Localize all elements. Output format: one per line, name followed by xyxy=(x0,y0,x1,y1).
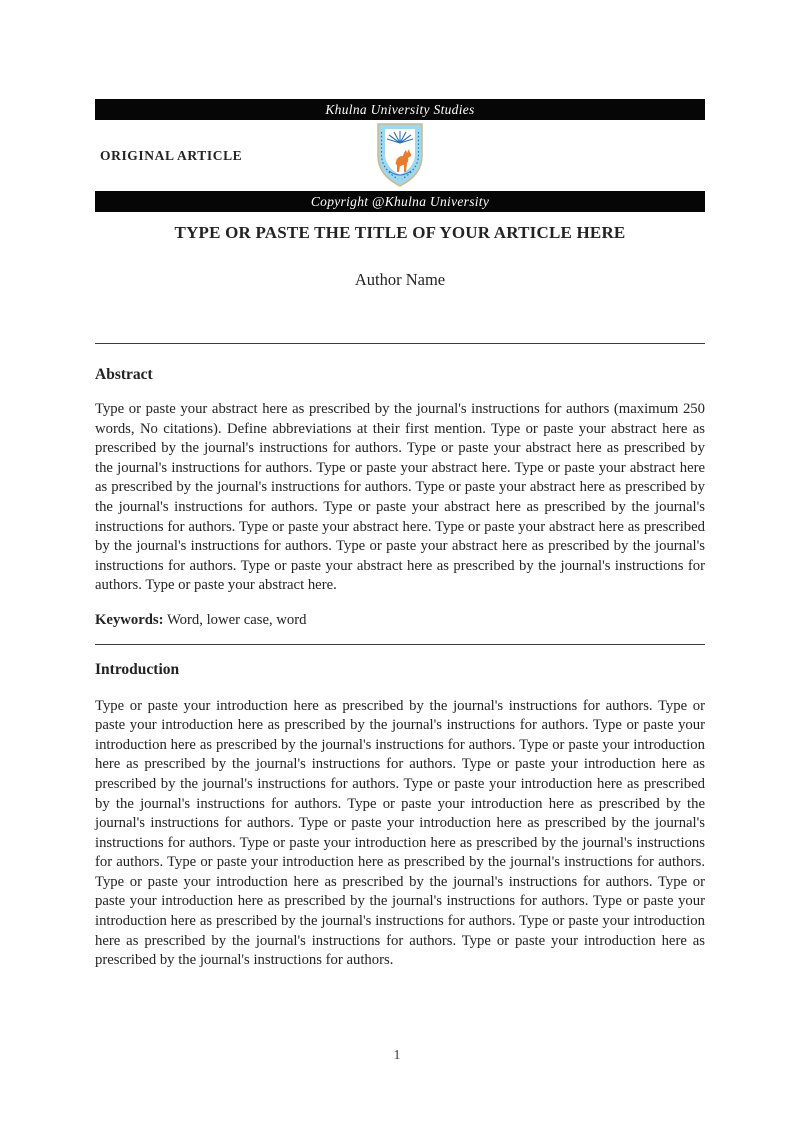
keywords-line xyxy=(95,611,705,631)
divider-above-introduction xyxy=(95,644,705,645)
copyright-banner xyxy=(95,191,705,212)
keywords-value: Word, lower case, word xyxy=(166,611,307,628)
khulna-university-logo-icon xyxy=(375,122,425,188)
keywords-label: Keywords: xyxy=(95,611,164,628)
article-type-label: ORIGINAL ARTICLE xyxy=(100,147,243,163)
introduction-heading: Introduction xyxy=(95,660,180,678)
article-title: TYPE OR PASTE THE TITLE OF YOUR ARTICLE HERE xyxy=(174,223,626,242)
author-name: Author Name xyxy=(354,270,446,289)
page-content xyxy=(95,99,705,971)
header-middle-row xyxy=(95,120,705,191)
page-number: 1 xyxy=(393,1048,401,1063)
copyright-text: Copyright @Khulna University xyxy=(310,194,490,209)
introduction-body: Type or paste your introduction here as prescribed by the journal's instructions for authors. Type or paste your introduction here as prescribed by the journal's instructions for authors. Type or paste your introduction here as prescribed by the journal's instructions for authors. Type or paste your introduction here as prescribed by the journal's instructions for authors. Type or paste your introduction here as prescribed by the journal's instructions for authors. Type or paste your introduction here as prescribed by the journal's instructions for authors. Type or paste your introduction here as prescribed by the journal's instructions for authors. Type or paste your introduction here as prescribed by the journal's instructions for authors. Type or paste your introduction here as prescribed by the journal's instructions for authors. Type or paste your introduction here as prescribed by the journal's instructions for authors. Type or paste your introduction here as prescribed by the journal's instructions for authors. Type or paste your introduction here as prescribed by the journal's instructions for authors. Type or paste your introduction here as prescribed by the journal's instructions for authors. Type or paste your introduction here as prescribed by the journal's instructions for authors. Type or paste your introduction here as prescribed by the journal's instructions for authors. xyxy=(95,697,705,969)
divider-above-abstract xyxy=(95,343,705,344)
journal-title-text: Khulna University Studies xyxy=(325,102,475,117)
journal-title-banner xyxy=(95,99,705,120)
abstract-heading: Abstract xyxy=(95,366,153,383)
abstract-body: Type or paste your abstract here as prescribed by the journal's instructions for authors (maximum 250 words, No citations). Define abbreviations at their first mention. Type or paste your abstract here as prescribed by the journal's instructions for authors. Type or paste your abstract here as prescribed by the journal's instructions for authors. Type or paste your abstract here. Type or paste your abstract here as prescribed by the journal's instructions for authors. Type or paste your abstract here as prescribed by the journal's instructions for authors. Type or paste your abstract here as prescribed by the journal's instructions for authors. Type or paste your abstract here. Type or paste your abstract here as prescribed by the journal's instructions for authors. Type or paste your abstract here as prescribed by the journal's instructions for authors. Type or paste your abstract here as prescribed by the journal's instructions for authors. Type or paste your abstract here. xyxy=(95,401,705,594)
